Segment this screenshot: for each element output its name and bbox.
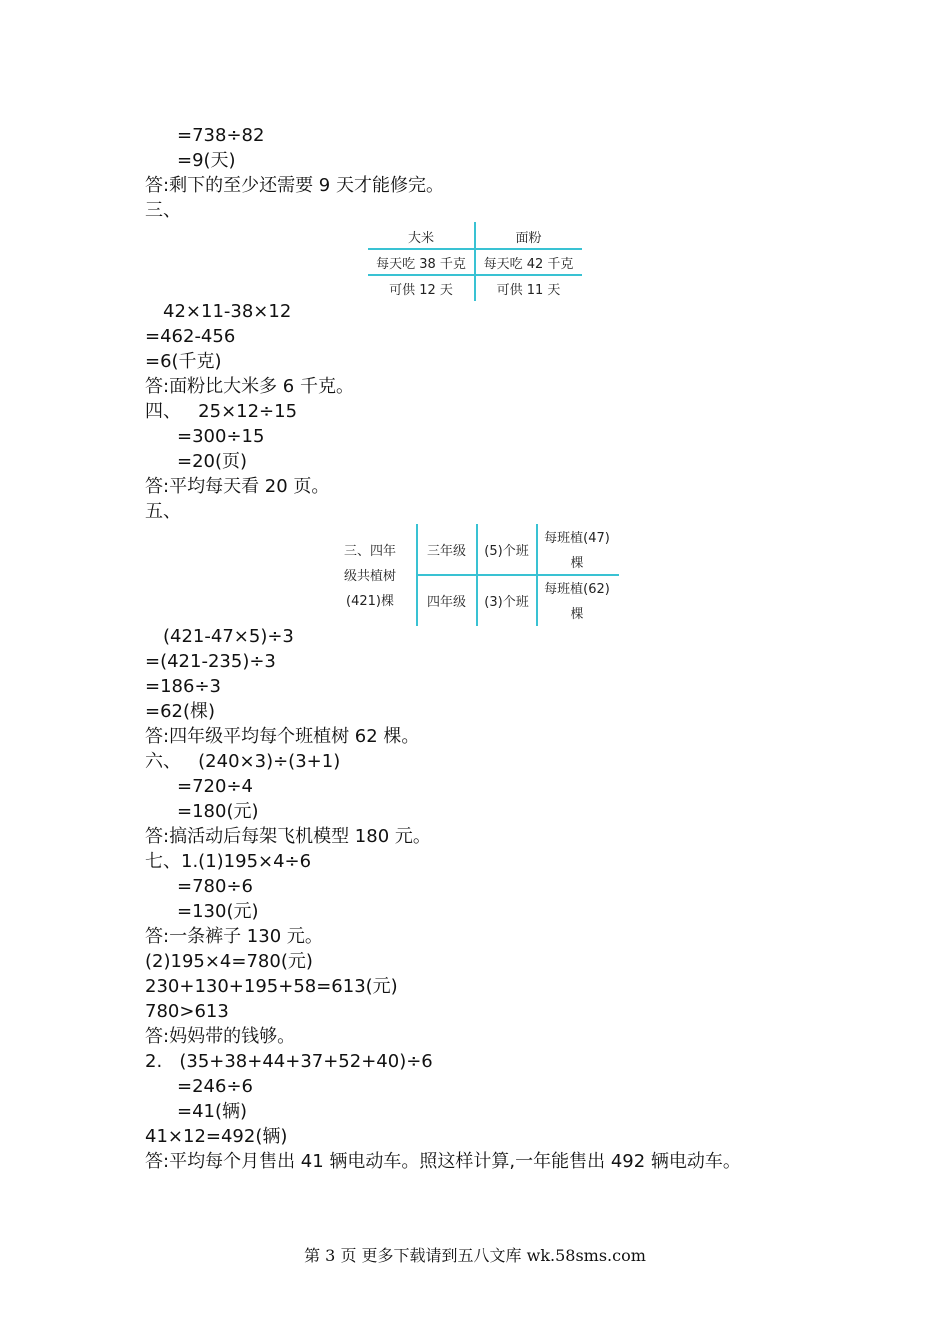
total-trees-label: (421)棵 [346, 594, 394, 609]
table-header-rice: 大米 [407, 231, 434, 246]
text-line: (421-47×5)÷3 [163, 626, 294, 647]
section-heading: 四、 25×12÷15 [145, 401, 298, 422]
text-line: =246÷6 [177, 1076, 253, 1097]
text-line: =(421-235)÷3 [145, 651, 276, 672]
section-heading: 三、 [145, 200, 181, 221]
answer-line: 答:四年级平均每个班植树 62 棵。 [145, 726, 420, 747]
answer-line: 答:面粉比大米多 6 千克。 [145, 376, 354, 397]
text-line: (2)195×4=780(元) [145, 951, 313, 972]
section-heading: 七、1.(1)195×4÷6 [145, 851, 312, 872]
text-line: 42×11-38×12 [163, 301, 292, 322]
text-line: =462-456 [145, 326, 236, 347]
text-line: =180(元) [177, 801, 259, 822]
grade-four-per-class: 每班植(62) [544, 582, 610, 597]
table-cell: 每天吃 38 千克 [376, 257, 466, 272]
table-cell: 每天吃 42 千克 [483, 257, 574, 272]
text-line: =738÷82 [177, 125, 265, 146]
text-line: 2. (35+38+44+37+52+40)÷6 [145, 1051, 433, 1072]
section-heading: 六、 (240×3)÷(3+1) [145, 751, 341, 772]
grade-four-classes: (3)个班 [484, 595, 529, 610]
total-trees-label: 级共植树 [343, 569, 396, 584]
text-line: =20(页) [177, 451, 248, 472]
table-cell: 可供 11 天 [496, 283, 561, 298]
text-line: =6(千克) [145, 351, 222, 372]
grade-three-per-class-unit: 棵 [570, 556, 584, 571]
text-line: =62(棵) [145, 701, 216, 722]
text-line: =780÷6 [177, 876, 253, 897]
text-line: =130(元) [177, 901, 259, 922]
grade-three-classes: (5)个班 [484, 544, 529, 559]
answer-line: 答:妈妈带的钱够。 [145, 1026, 296, 1047]
answer-line: 答:平均每个月售出 41 辆电动车。照这样计算,一年能售出 492 辆电动车。 [145, 1151, 741, 1172]
text-line: 41×12=492(辆) [145, 1126, 288, 1147]
answer-line: 答:一条裤子 130 元。 [145, 926, 323, 947]
grade-three: 三年级 [426, 544, 466, 559]
rice-flour-table [368, 222, 582, 302]
grade-four: 四年级 [426, 595, 466, 610]
tree-planting-table [332, 524, 622, 626]
grade-four-per-class-unit: 棵 [570, 607, 584, 622]
page-footer: 第 3 页 更多下载请到五八文库 wk.58sms.com [304, 1246, 646, 1265]
answer-line: 答:剩下的至少还需要 9 天才能修完。 [145, 175, 444, 196]
text-line: =186÷3 [145, 676, 221, 697]
total-trees-label: 三、四年 [343, 544, 396, 559]
text-line: =720÷4 [177, 776, 253, 797]
table-header-flour: 面粉 [515, 231, 542, 246]
text-line: =300÷15 [177, 426, 265, 447]
text-line: 780>613 [145, 1001, 229, 1022]
answer-line: 答:平均每天看 20 页。 [145, 476, 330, 497]
answer-line: 答:搞活动后每架飞机模型 180 元。 [145, 826, 431, 847]
text-line: =9(天) [177, 150, 236, 171]
text-line: 230+130+195+58=613(元) [145, 976, 398, 997]
text-line: =41(辆) [177, 1101, 248, 1122]
section-heading: 五、 [145, 501, 181, 522]
table-cell: 可供 12 天 [389, 283, 453, 298]
grade-three-per-class: 每班植(47) [544, 531, 610, 546]
